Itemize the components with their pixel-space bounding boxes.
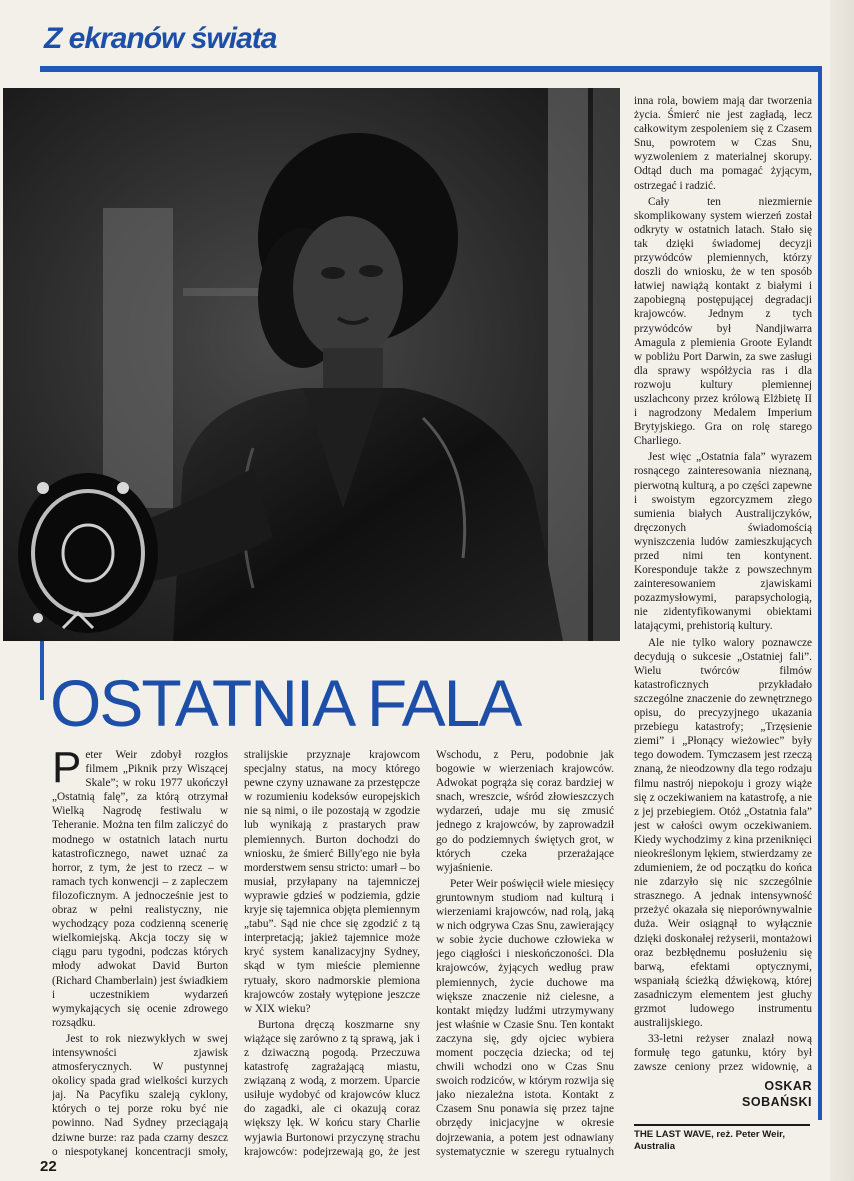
paragraph: Jest to rok niezwykłych w swej intensywności zjawisk atmosferycznych. W pustynnej okolicy spada grad wielkości kurzych jaj. Na Pacyfiku szaleją cyklony, których o tej porze roku być nie powinno. Nad Sydney przeciągają dziwne burze: raz pada czarny deszcz o niespotykanej koncentracji smoły, (52, 1032, 228, 1158)
article-column-1 (52, 748, 228, 1158)
film-still-illustration (3, 88, 620, 641)
paragraph: Ale nie tylko walory poznawcze decydują o sukcesie „Ostatniej fali”. Wielu twórców filmów katastroficznych przykładało szczególne znaczenie do zewnętrznego opisu, do precyzyjnego ukazania przebiegu katastrofy; „Trzęsienie ziemi” i „Płonący wieżowiec” były tego dowodem. Tymczasem jest rzeczą znaną, że nieodzowny dla tego rodzaju filmu nastrój niepokoju i grozy wiąże się z oczekiwaniem na katastrofę, a nie z jej przebiegiem. Otóż „Ostatnia fala” jest w całości owym oczekiwaniem. Kiedy wychodzimy z kina przeniknięci nieokreślonym lękiem, stwierdzamy ze zdumieniem, że od początku do końca nie zdarzyło się nic szczególnie strasznego. A jednak intensywność przeżyć okazała się nieporównywalnie duża. Weir osiągnął to wyłącznie dzięki doskonałej reżyserii, montażowi oraz bezbłędnemu posłużeniu się barwą, efektami optycznymi, wspaniałą ścieżką dźwiękową, której zasadniczym elementem jest głuchy grzmot ludowego instrumentu australijskiego. (634, 636, 812, 1030)
photo-caption: THE LAST WAVE, reż. Peter Weir, Australia (634, 1124, 810, 1153)
paragraph: stralijskie przyznaje krajowcom specjalny status, na mocy którego pewne czyny uznawane za przestępcze w rozumieniu kodeksów europejskich nie są nimi, o ile pozostają w zgodzie lub wynikają z prastarych praw plemiennych. Burton dochodzi do wniosku, że śmierć Billy'ego nie była morderstwem sensu stricto: umarł – bo musiał, przyłapany na tajemniczej wyprawie gdzieś w podziemia, gdzie kryje się tajemnica objęta plemiennym „tabu”. Sąd nie chce się zgodzić z tą interpretacją; jakież tajemnice może kryć system kanalizacyjny Sydney, skąd w tym mieście plemienne rytuały, skoro nadmorskie plemiona krajowców zostały wytępione jeszcze w XIX wieku? (244, 749, 420, 1015)
article-column-4 (634, 94, 812, 1074)
drop-cap: P (52, 748, 82, 792)
frame-line-left (40, 640, 44, 700)
author-last-name: SOBAŃSKI (742, 1095, 812, 1109)
paragraph: 33-letni reżyser znalazł nową formułę tego gatunku, który był zawsze ceniony przez widownię, a (634, 1033, 812, 1074)
author-signature (700, 1078, 812, 1110)
article-column-2 (244, 748, 420, 1158)
page-number: 22 (40, 1158, 57, 1175)
article-column-3 (436, 748, 614, 1158)
frame-line-right (818, 66, 822, 1120)
paragraph: Wschodu, z Peru, podobnie jak bogowie w wierzeniach krajowców. Adwokat pogrąża się coraz bardziej w snach, wreszcie, wśród złowieszczych wydarzeń, udaje mu się zmusić jednego z krajowców, by zaprowadził go do podziemnych świętych grot, w których czeka przerażające wyjaśnienie. (436, 749, 614, 874)
paragraph: inna rola, bowiem mają dar tworzenia życia. Śmierć nie jest zagładą, lecz całkowitym zespoleniem się z Czasem Snu, powrotem w Czas Snu, wyzwoleniem z materialnej skorupy. Odtąd duch ma pomagać żyjącym, ostrzegać i radzić. (634, 95, 812, 192)
section-title: Z ekranów świata (44, 22, 277, 55)
paragraph: Cały ten niezmiernie skomplikowany system wierzeń został odkryty w ostatnich latach. Stało się tak dzięki świadomej decyzji przywódców plemiennych, którzy doszli do wniosku, że w ten sposób łatwiej nawiążą kontakt z białymi i zapobiegną postępującej degradacji krajowców. Jednym z tych przywódców był Nandjiwarra Amagula z plemienia Groote Eylandt w pobliżu Port Darwin, za swe zasługi dla sprawy współżycia ras i dla rozwoju kultury plemiennej uszlachcony przez królową Elżbietę II i nagrodzony Medalem Imperium Brytyjskiego. Gra on rolę starego Charliego. (634, 195, 812, 448)
film-still-photo (3, 88, 620, 641)
article-headline: OSTATNIA FALA (50, 666, 521, 740)
author-first-name: OSKAR (764, 1079, 812, 1093)
paragraph: eter Weir zdobył rozgłos filmem „Piknik przy Wiszącej Skale”; w roku 1977 ukończył „Ostatnią falę”, za którą otrzymał Wielką Nagrodę festiwalu w Teheranie. Można ten film zaliczyć do modnego w ostatnich latach nurtu katastroficznego, nawet uznać za horror, z tym, że jest to rzecz – w ramach tych konwencji – z zapleczem filozoficznym. A jednocześnie jest to obraz w pełni realistyczny, nie wychodzący poza codzienną scenerię wielkomiejską. Akcja toczy się w ciągu paru tygodni, podczas których młody adwokat David Burton (Richard Chamberlain) jest świadkiem i uczestnikiem wydarzeń wymykających się ocenie zdrowego rozsądku. (52, 749, 228, 1029)
paragraph: Burtona dręczą koszmarne sny wiążące się zarówno z tą sprawą, jak i z dziwaczną pogodą. Przeczuwa katastrofę zagrażającą miastu, związaną z wodą, z morzem. Uparcie usiłuje wydobyć od krajowców klucz do zagadki, ale ci okazują coraz większy lęk. W końcu stary Charlie wyjawia Burtonowi przyczynę strachu krajowców: podejrzewają go, że jest (244, 1018, 420, 1158)
paragraph: Peter Weir poświęcił wiele miesięcy gruntownym studiom nad kulturą i wierzeniami krajowców, nad rolą, jaką w nich odgrywa Czas Snu, zawierający w sobie życie duchowe człowieka w jego ciągłości i nieskończoności. Dla krajowców, żyjących według praw plemiennych, życie duchowe ma większe znaczenie niż cielesne, a kontakt między ludźmi utrzymywany jest właśnie w Czasie Snu. Ten kontakt zaczyna się, gdy ojciec wybiera moment poczęcia dziecka; od tej chwili wchodzi ono w Czas Snu swoich rodziców, w którym rozwija się jako niezależna istota. Kontakt z Czasem Snu ponawia się przez tajne obrzędy inicjacyjne w okresie dojrzewania, a potem jest odnawiany systematycznie w szeregu rytualnych (436, 877, 614, 1158)
header-rule (40, 66, 822, 72)
page-edge (830, 0, 854, 1181)
paragraph: Jest więc „Ostatnia fala” wyrazem rosnącego zainteresowania nieznaną, pierwotną kulturą, a po części zapewne i swoistym egzorcyzmem złego sumienia białych Australijczyków, dręczonych świadomością wyniszczenia ludów zamieszkujących przed nimi ten kontynent. Koresponduje także z powszechnym zainteresowaniem zjawiskami pozazmysłowymi, parapsychologią, nie zidentyfikowanymi obiektami latającymi, prehistorią kultury. (634, 451, 812, 633)
